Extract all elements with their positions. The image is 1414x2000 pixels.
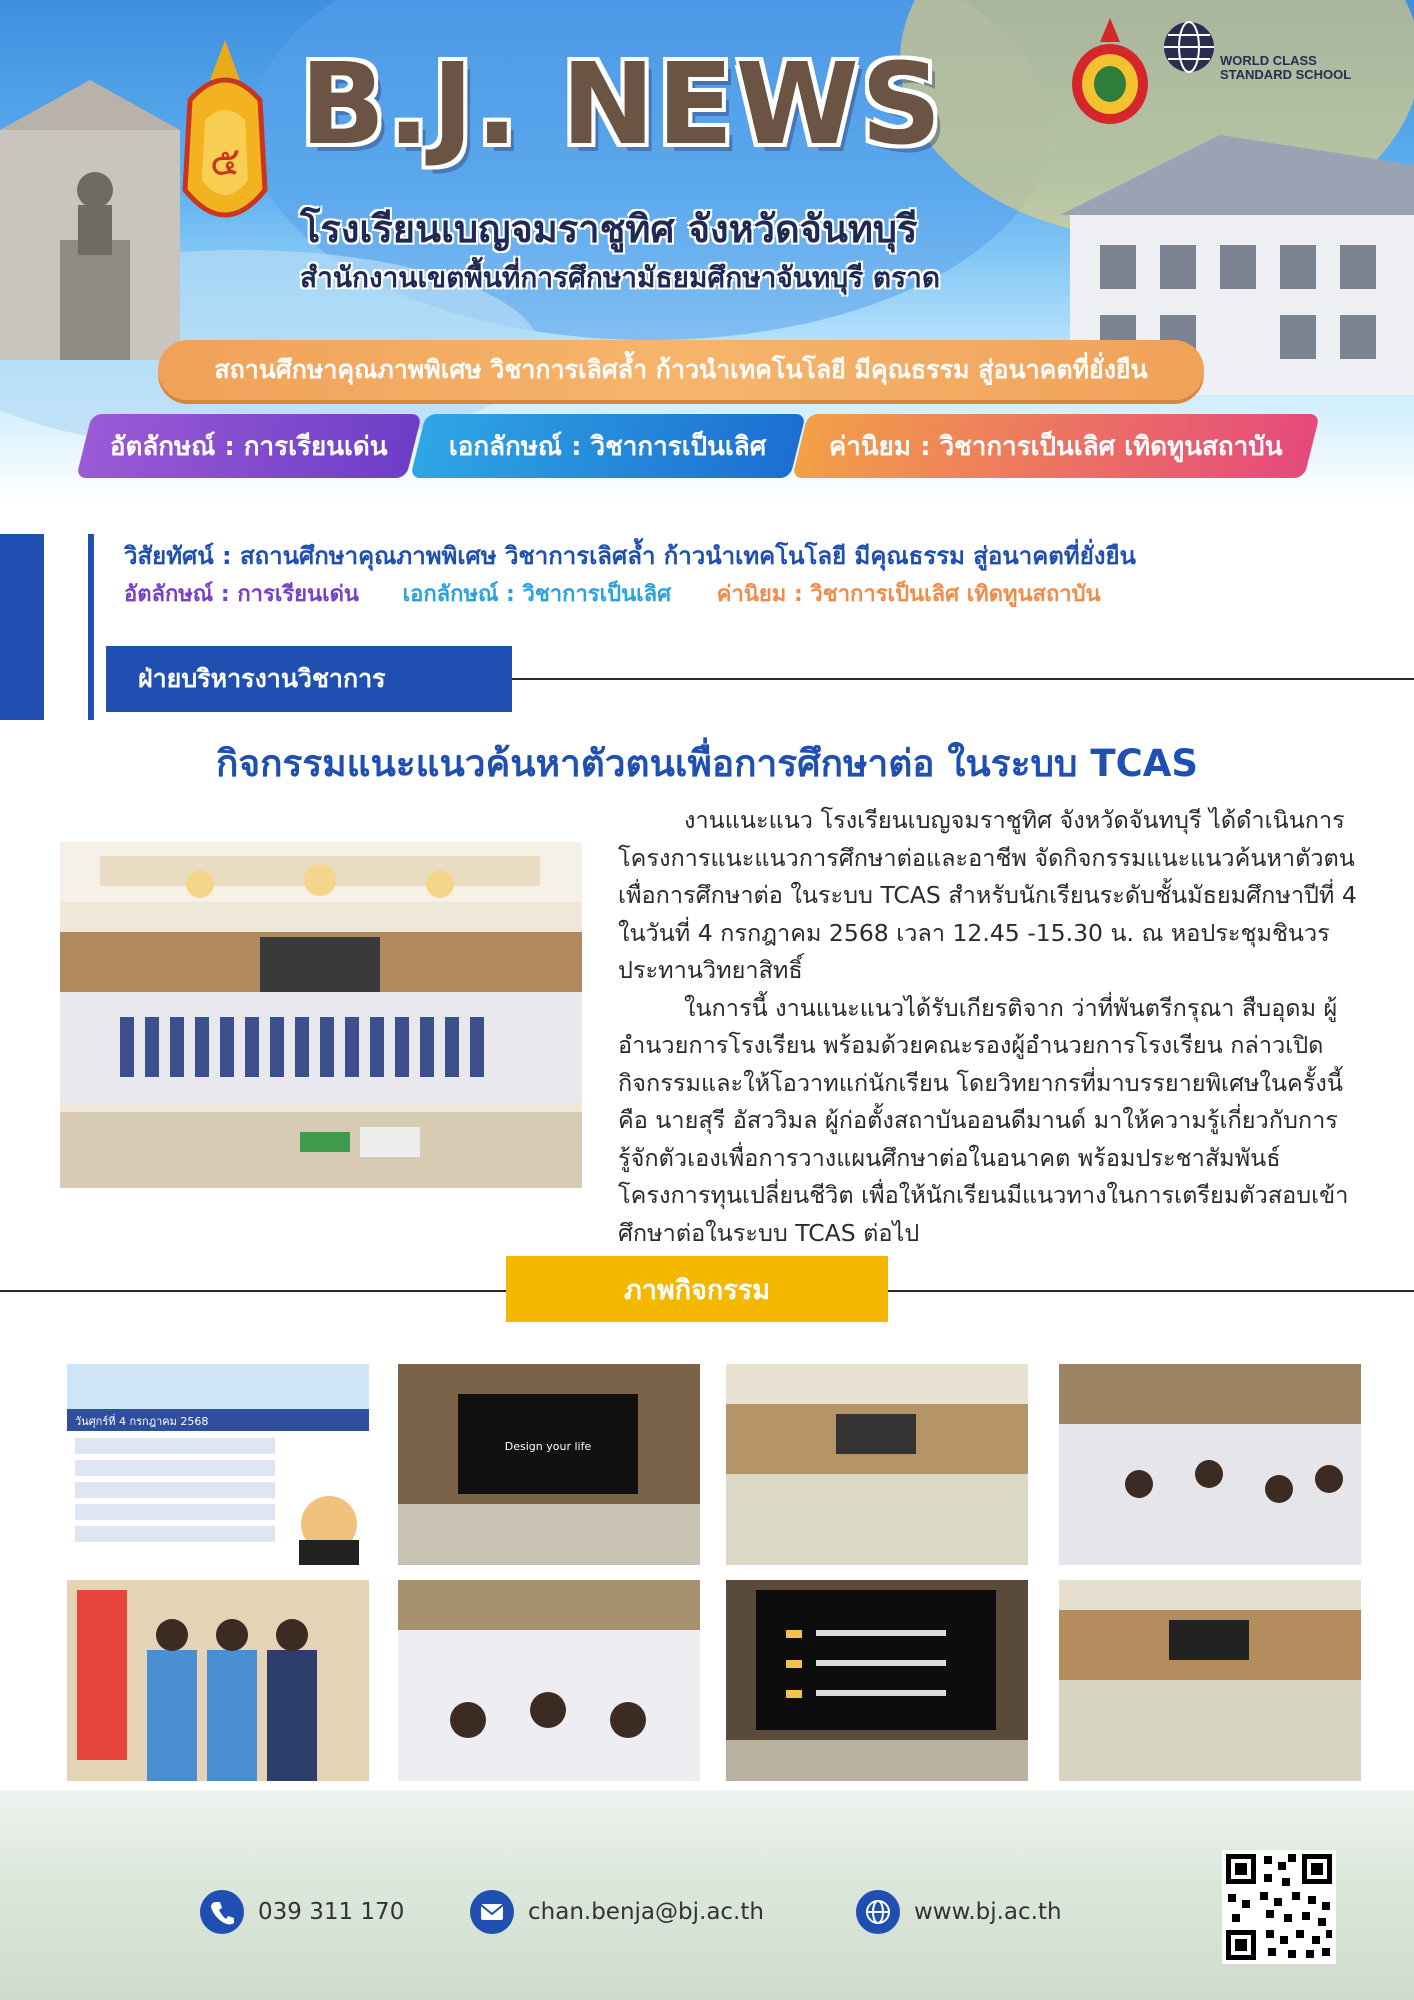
wcs-word: SCHOOL bbox=[1295, 67, 1352, 82]
section-divider bbox=[512, 678, 1414, 680]
gallery-photo-students-selfie bbox=[398, 1580, 700, 1781]
vision-statement: วิสัยทัศน์ : สถานศึกษาคุณภาพพิเศษ วิชาการเลิศล้ำ ก้าวนำเทคโนโลยี มีคุณธรรม สู่อนาคตที่ยั่งยืน bbox=[124, 542, 1136, 570]
website-contact bbox=[856, 1890, 1062, 1934]
slide-text: Design your life bbox=[504, 1440, 592, 1453]
left-accent-bar bbox=[0, 534, 44, 720]
gallery-photo-hall bbox=[726, 1364, 1028, 1565]
values-tag-label: ค่านิยม : วิชาการเป็นเลิศ เทิดทูนสถาบัน bbox=[829, 431, 1283, 462]
mail-glyph bbox=[470, 1890, 514, 1934]
gallery-photo-auditorium bbox=[1059, 1580, 1361, 1781]
wcs-word: WORLD bbox=[1220, 53, 1270, 68]
wcs-word: CLASS bbox=[1272, 53, 1317, 68]
school-crest-icon bbox=[170, 40, 280, 240]
values-tag bbox=[792, 414, 1320, 478]
schedule-date: วันศุกร์ที่ 4 กรกฎาคม 2568 bbox=[75, 1415, 209, 1428]
wcs-word: STANDARD bbox=[1220, 67, 1292, 82]
identity-statement bbox=[124, 576, 1101, 611]
gallery-photo-students bbox=[1059, 1364, 1361, 1565]
gallery-photo-presentation bbox=[726, 1580, 1028, 1781]
uniqueness-tag-label: เอกลักษณ์ : วิชาการเป็นเลิศ bbox=[449, 431, 767, 462]
uniqueness-text: เอกลักษณ์ : วิชาการเป็นเลิศ bbox=[402, 582, 672, 607]
department-label: ฝ่ายบริหารงานวิชาการ bbox=[106, 646, 512, 712]
gallery-photo-schedule bbox=[67, 1364, 369, 1565]
website-url[interactable]: www.bj.ac.th bbox=[914, 1899, 1062, 1925]
school-name: โรงเรียนเบญจมราชูทิศ จังหวัดจันทบุรี bbox=[300, 207, 918, 251]
email-address[interactable]: chan.benja@bj.ac.th bbox=[528, 1899, 764, 1925]
gallery-heading: ภาพกิจกรรม bbox=[506, 1256, 888, 1322]
header-banner bbox=[0, 0, 1414, 500]
vision-banner: สถานศึกษาคุณภาพพิเศษ วิชาการเลิศล้ำ ก้าวนำเทคโนโลยี มีคุณธรรม สู่อนาคตที่ยั่งยืน bbox=[158, 340, 1204, 400]
qr-code[interactable] bbox=[1222, 1850, 1336, 1964]
world-class-standard-logo bbox=[1162, 20, 1362, 100]
phone-contact bbox=[200, 1890, 404, 1934]
mail-icon bbox=[470, 1890, 514, 1934]
school-office: สำนักงานเขตพื้นที่การศึกษามัธยมศึกษาจันทบุรี ตราด bbox=[300, 261, 941, 294]
article-paragraph: งานแนะแนว โรงเรียนเบญจมราชูทิศ จังหวัดจันทบุรี ได้ดำเนินการโครงการแนะแนวการศึกษาต่อและอาชีพ จัดกิจกรรมแนะแนวค้นหาตัวตนเพื่อการศึกษาต่อ ในระบบ TCAS สำหรับนักเรียนระดับชั้นมัธยมศึกษาปีที่ 4 ในวันที่ 4 กรกฎาคม 2568 เวลา 12.45 -15.30 น. ณ หอประชุมชินวรประทานวิทยาสิทธิ์ bbox=[618, 806, 1357, 984]
group-photo bbox=[60, 842, 582, 1188]
identity-tag-label: อัตลักษณ์ : การเรียนเด่น bbox=[110, 431, 388, 462]
identity-text: อัตลักษณ์ : การเรียนเด่น bbox=[124, 582, 359, 607]
identity-tag bbox=[76, 414, 422, 478]
ministry-emblem-icon bbox=[1068, 18, 1152, 126]
globe-glyph bbox=[856, 1890, 900, 1934]
left-accent-line bbox=[88, 534, 94, 720]
article-headline: กิจกรรมแนะแนวค้นหาตัวตนเพื่อการศึกษาต่อ ในระบบ TCAS bbox=[215, 742, 1199, 785]
phone-icon bbox=[200, 1890, 244, 1934]
uniqueness-tag bbox=[410, 414, 806, 478]
article-paragraph: ในการนี้ งานแนะแนวได้รับเกียรติจาก ว่าที่พันตรีกรุณา สืบอุดม ผู้อำนวยการโรงเรียน พร้อมด้วยคณะรองผู้อำนวยการโรงเรียน กล่าวเปิดกิจกรรมและให้โอวาทแก่นักเรียน โดยวิทยากรที่มาบรรยายพิเศษในครั้งนี้ คือ นายสุรี อัสววิมล ผู้ก่อตั้งสถาบันออนดีมานด์ มาให้ความรู้เกี่ยวกับการรู้จักตัวเองเพื่อการวางแผนศึกษาต่อในอนาคต พร้อมประชาสัมพันธ์โครงการทุนเปลี่ยนชีวิต เพื่อให้นักเรียนมีแนวทางในการเตรียมตัวสอบเข้าศึกษาต่อในระบบ TCAS ต่อไป bbox=[618, 993, 1349, 1247]
phone-glyph bbox=[200, 1890, 244, 1934]
gallery-photo-slide bbox=[398, 1364, 700, 1565]
svg-text:๕: ๕ bbox=[209, 139, 241, 185]
article-body bbox=[618, 802, 1358, 1252]
email-contact bbox=[470, 1890, 764, 1934]
world-class-text bbox=[1220, 54, 1351, 82]
gallery-photo-staff bbox=[67, 1580, 369, 1781]
globe-icon bbox=[856, 1890, 900, 1934]
phone-number: 039 311 170 bbox=[258, 1899, 405, 1925]
newsletter-title: B.J. NEWS bbox=[300, 40, 944, 170]
globe-icon bbox=[1162, 20, 1216, 74]
values-text: ค่านิยม : วิชาการเป็นเลิศ เทิดทูนสถาบัน bbox=[716, 582, 1101, 607]
